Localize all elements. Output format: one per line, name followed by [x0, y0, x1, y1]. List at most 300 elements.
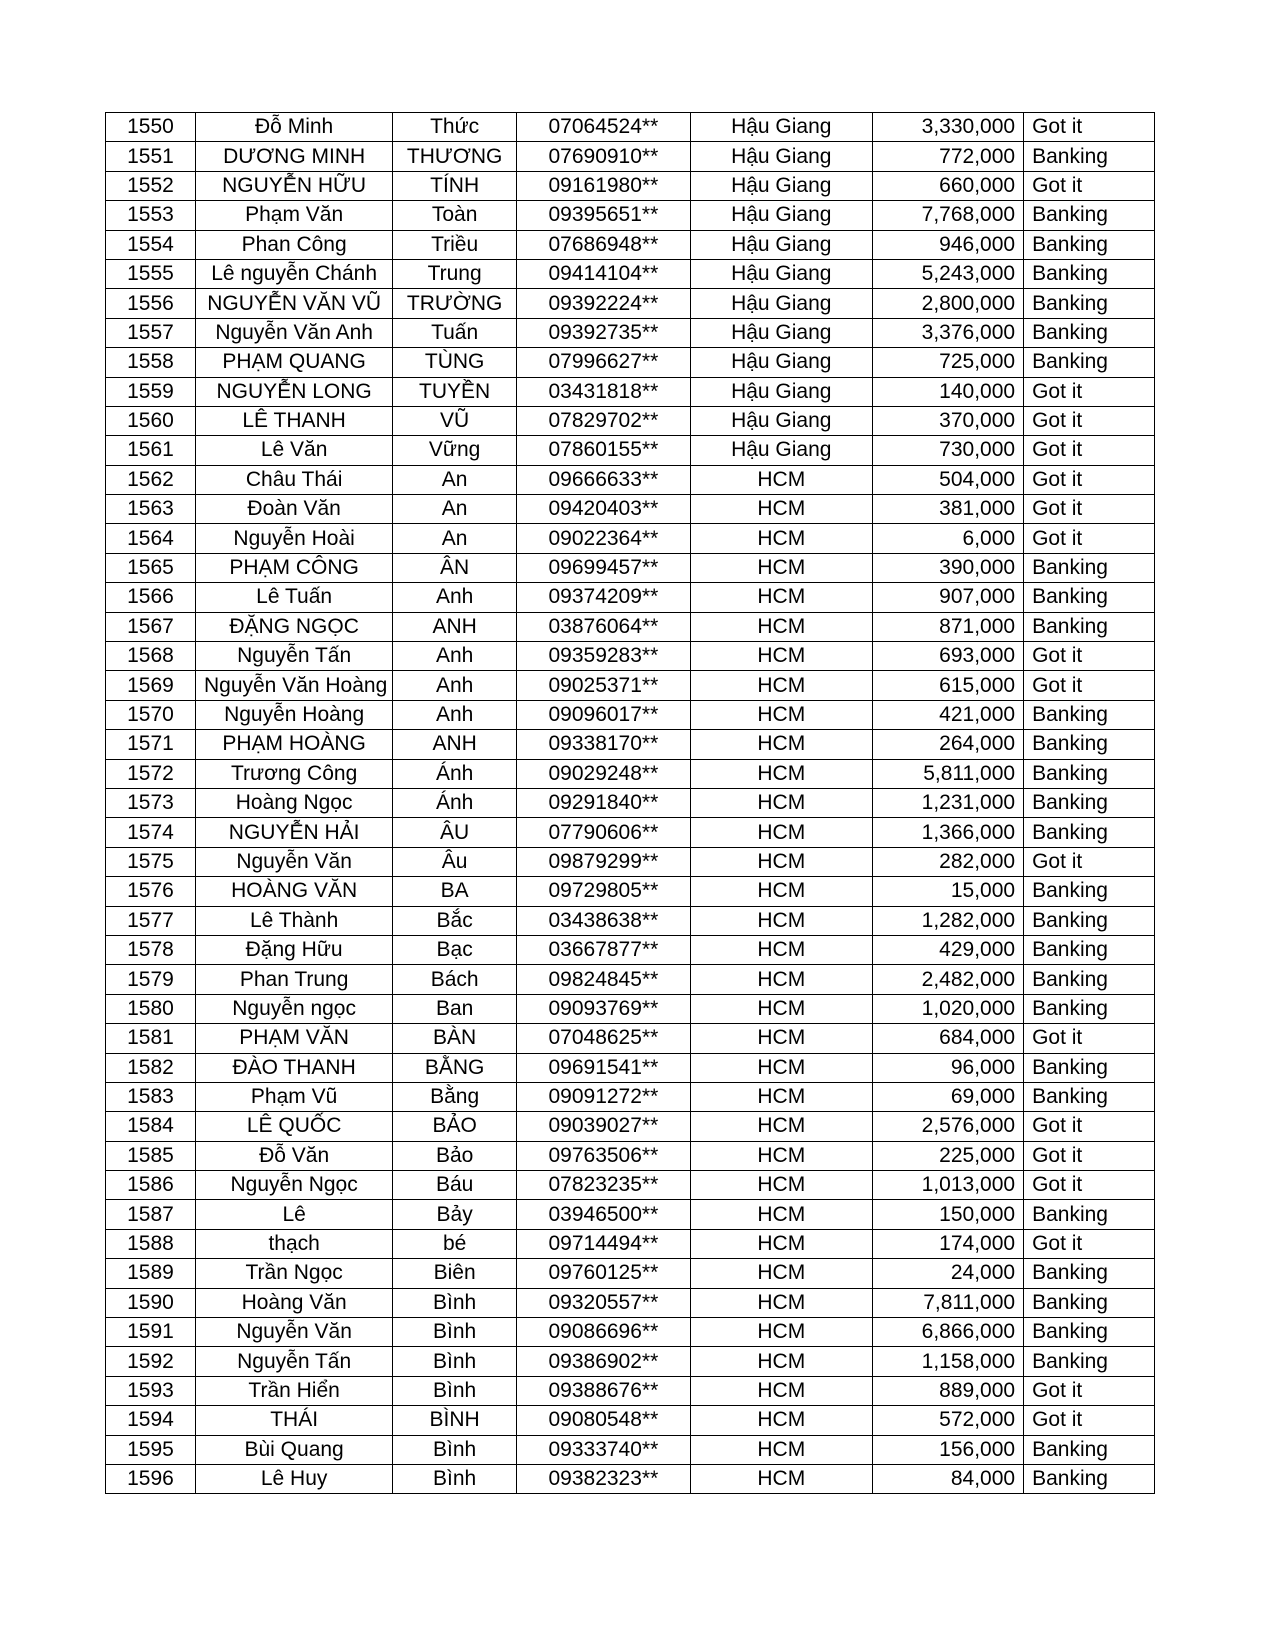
amount-cell: 907,000 [872, 583, 1023, 612]
winners-table [105, 112, 1155, 1494]
first-name-cell: Đoàn Văn [195, 495, 392, 524]
row-id-cell: 1568 [106, 642, 196, 671]
province-cell: Hậu Giang [690, 348, 872, 377]
amount-cell: 2,800,000 [872, 289, 1023, 318]
payment-method-cell: Got it [1024, 847, 1155, 876]
row-id-cell: 1556 [106, 289, 196, 318]
last-name-cell: Bình [393, 1347, 517, 1376]
row-id-cell: 1580 [106, 994, 196, 1023]
province-cell: HCM [690, 906, 872, 935]
first-name-cell: Nguyễn Tấn [195, 642, 392, 671]
payment-method-cell: Banking [1024, 1347, 1155, 1376]
amount-cell: 96,000 [872, 1053, 1023, 1082]
province-cell: HCM [690, 1347, 872, 1376]
first-name-cell: Nguyễn Tấn [195, 1347, 392, 1376]
amount-cell: 150,000 [872, 1200, 1023, 1229]
first-name-cell: Nguyễn Văn Anh [195, 318, 392, 347]
province-cell: Hậu Giang [690, 406, 872, 435]
payment-method-cell: Banking [1024, 142, 1155, 171]
table-row [106, 1171, 1155, 1200]
first-name-cell: Trương Công [195, 759, 392, 788]
payment-method-cell: Banking [1024, 759, 1155, 788]
table-row [106, 700, 1155, 729]
table-row [106, 171, 1155, 200]
payment-method-cell: Banking [1024, 700, 1155, 729]
province-cell: Hậu Giang [690, 436, 872, 465]
last-name-cell: ÂU [393, 818, 517, 847]
first-name-cell: Đỗ Văn [195, 1141, 392, 1170]
payment-method-cell: Banking [1024, 553, 1155, 582]
amount-cell: 6,866,000 [872, 1318, 1023, 1347]
amount-cell: 390,000 [872, 553, 1023, 582]
phone-number-cell: 09879299** [516, 847, 690, 876]
last-name-cell: BÌNH [393, 1406, 517, 1435]
province-cell: Hậu Giang [690, 289, 872, 318]
phone-number-cell: 03431818** [516, 377, 690, 406]
table-row [106, 1200, 1155, 1229]
phone-number-cell: 09161980** [516, 171, 690, 200]
province-cell: HCM [690, 877, 872, 906]
payment-method-cell: Got it [1024, 1171, 1155, 1200]
last-name-cell: Bình [393, 1318, 517, 1347]
amount-cell: 5,811,000 [872, 759, 1023, 788]
table-row [106, 965, 1155, 994]
payment-method-cell: Got it [1024, 495, 1155, 524]
amount-cell: 2,576,000 [872, 1112, 1023, 1141]
amount-cell: 615,000 [872, 671, 1023, 700]
payment-method-cell: Banking [1024, 788, 1155, 817]
first-name-cell: DƯƠNG MINH [195, 142, 392, 171]
last-name-cell: Biên [393, 1259, 517, 1288]
province-cell: HCM [690, 700, 872, 729]
row-id-cell: 1594 [106, 1406, 196, 1435]
last-name-cell: ÂN [393, 553, 517, 582]
province-cell: HCM [690, 818, 872, 847]
province-cell: Hậu Giang [690, 318, 872, 347]
province-cell: HCM [690, 1229, 872, 1258]
last-name-cell: TÍNH [393, 171, 517, 200]
phone-number-cell: 09359283** [516, 642, 690, 671]
last-name-cell: TUYỀN [393, 377, 517, 406]
first-name-cell: Hoàng Văn [195, 1288, 392, 1317]
first-name-cell: Nguyễn ngọc [195, 994, 392, 1023]
first-name-cell: Nguyễn Văn [195, 847, 392, 876]
phone-number-cell: 07690910** [516, 142, 690, 171]
table-body [106, 113, 1155, 1494]
phone-number-cell: 07860155** [516, 436, 690, 465]
last-name-cell: Báu [393, 1171, 517, 1200]
amount-cell: 1,013,000 [872, 1171, 1023, 1200]
table-row [106, 1053, 1155, 1082]
first-name-cell: Lê Tuấn [195, 583, 392, 612]
row-id-cell: 1555 [106, 259, 196, 288]
first-name-cell: thạch [195, 1229, 392, 1258]
first-name-cell: Châu Thái [195, 465, 392, 494]
payment-method-cell: Banking [1024, 730, 1155, 759]
table-row [106, 906, 1155, 935]
province-cell: HCM [690, 1259, 872, 1288]
table-row [106, 994, 1155, 1023]
first-name-cell: Lê nguyễn Chánh [195, 259, 392, 288]
payment-method-cell: Banking [1024, 935, 1155, 964]
phone-number-cell: 09091272** [516, 1082, 690, 1111]
table-row [106, 1024, 1155, 1053]
row-id-cell: 1550 [106, 113, 196, 142]
table-row [106, 1112, 1155, 1141]
payment-method-cell: Banking [1024, 1318, 1155, 1347]
last-name-cell: Bách [393, 965, 517, 994]
first-name-cell: Nguyễn Văn Hoàng [195, 671, 392, 700]
table-row [106, 289, 1155, 318]
row-id-cell: 1578 [106, 935, 196, 964]
phone-number-cell: 07048625** [516, 1024, 690, 1053]
province-cell: HCM [690, 1082, 872, 1111]
first-name-cell: LÊ THANH [195, 406, 392, 435]
amount-cell: 69,000 [872, 1082, 1023, 1111]
amount-cell: 5,243,000 [872, 259, 1023, 288]
payment-method-cell: Banking [1024, 1435, 1155, 1464]
payment-method-cell: Got it [1024, 1024, 1155, 1053]
province-cell: Hậu Giang [690, 377, 872, 406]
payment-method-cell: Banking [1024, 1259, 1155, 1288]
table-row [106, 1229, 1155, 1258]
row-id-cell: 1569 [106, 671, 196, 700]
phone-number-cell: 07996627** [516, 348, 690, 377]
province-cell: HCM [690, 1318, 872, 1347]
row-id-cell: 1583 [106, 1082, 196, 1111]
province-cell: HCM [690, 1112, 872, 1141]
first-name-cell: Lê [195, 1200, 392, 1229]
payment-method-cell: Banking [1024, 583, 1155, 612]
phone-number-cell: 09760125** [516, 1259, 690, 1288]
phone-number-cell: 09374209** [516, 583, 690, 612]
phone-number-cell: 09320557** [516, 1288, 690, 1317]
first-name-cell: Phạm Vũ [195, 1082, 392, 1111]
last-name-cell: Bạc [393, 935, 517, 964]
amount-cell: 24,000 [872, 1259, 1023, 1288]
phone-number-cell: 09386902** [516, 1347, 690, 1376]
province-cell: HCM [690, 847, 872, 876]
table-row [106, 1347, 1155, 1376]
last-name-cell: Tuấn [393, 318, 517, 347]
row-id-cell: 1596 [106, 1464, 196, 1493]
row-id-cell: 1586 [106, 1171, 196, 1200]
payment-method-cell: Banking [1024, 906, 1155, 935]
amount-cell: 946,000 [872, 230, 1023, 259]
last-name-cell: Trung [393, 259, 517, 288]
phone-number-cell: 09093769** [516, 994, 690, 1023]
phone-number-cell: 09691541** [516, 1053, 690, 1082]
province-cell: Hậu Giang [690, 113, 872, 142]
payment-method-cell: Got it [1024, 465, 1155, 494]
row-id-cell: 1572 [106, 759, 196, 788]
payment-method-cell: Got it [1024, 1141, 1155, 1170]
last-name-cell: BÀN [393, 1024, 517, 1053]
province-cell: Hậu Giang [690, 171, 872, 200]
last-name-cell: TÙNG [393, 348, 517, 377]
amount-cell: 6,000 [872, 524, 1023, 553]
last-name-cell: An [393, 495, 517, 524]
first-name-cell: Phan Trung [195, 965, 392, 994]
first-name-cell: Đỗ Minh [195, 113, 392, 142]
first-name-cell: Lê Thành [195, 906, 392, 935]
row-id-cell: 1577 [106, 906, 196, 935]
phone-number-cell: 07823235** [516, 1171, 690, 1200]
first-name-cell: PHẠM VĂN [195, 1024, 392, 1053]
row-id-cell: 1565 [106, 553, 196, 582]
amount-cell: 572,000 [872, 1406, 1023, 1435]
table-row [106, 1376, 1155, 1405]
province-cell: HCM [690, 524, 872, 553]
amount-cell: 84,000 [872, 1464, 1023, 1493]
table-row [106, 230, 1155, 259]
last-name-cell: Ánh [393, 788, 517, 817]
last-name-cell: An [393, 524, 517, 553]
row-id-cell: 1573 [106, 788, 196, 817]
row-id-cell: 1579 [106, 965, 196, 994]
last-name-cell: Anh [393, 700, 517, 729]
row-id-cell: 1590 [106, 1288, 196, 1317]
last-name-cell: Ánh [393, 759, 517, 788]
last-name-cell: BA [393, 877, 517, 906]
payment-method-cell: Banking [1024, 1082, 1155, 1111]
last-name-cell: Ban [393, 994, 517, 1023]
phone-number-cell: 07686948** [516, 230, 690, 259]
amount-cell: 174,000 [872, 1229, 1023, 1258]
payment-method-cell: Got it [1024, 1229, 1155, 1258]
province-cell: Hậu Giang [690, 230, 872, 259]
province-cell: Hậu Giang [690, 259, 872, 288]
last-name-cell: An [393, 465, 517, 494]
first-name-cell: PHẠM QUANG [195, 348, 392, 377]
province-cell: HCM [690, 788, 872, 817]
row-id-cell: 1560 [106, 406, 196, 435]
table-row [106, 671, 1155, 700]
payment-method-cell: Banking [1024, 994, 1155, 1023]
first-name-cell: Lê Văn [195, 436, 392, 465]
phone-number-cell: 07790606** [516, 818, 690, 847]
phone-number-cell: 09392224** [516, 289, 690, 318]
province-cell: HCM [690, 553, 872, 582]
table-row [106, 406, 1155, 435]
amount-cell: 730,000 [872, 436, 1023, 465]
province-cell: HCM [690, 642, 872, 671]
amount-cell: 264,000 [872, 730, 1023, 759]
last-name-cell: Bình [393, 1376, 517, 1405]
last-name-cell: Anh [393, 642, 517, 671]
table-row [106, 788, 1155, 817]
first-name-cell: ĐÀO THANH [195, 1053, 392, 1082]
first-name-cell: Trần Ngọc [195, 1259, 392, 1288]
payment-method-cell: Banking [1024, 877, 1155, 906]
province-cell: HCM [690, 1024, 872, 1053]
last-name-cell: bé [393, 1229, 517, 1258]
amount-cell: 381,000 [872, 495, 1023, 524]
amount-cell: 1,282,000 [872, 906, 1023, 935]
row-id-cell: 1557 [106, 318, 196, 347]
table-row [106, 377, 1155, 406]
last-name-cell: THƯƠNG [393, 142, 517, 171]
province-cell: HCM [690, 1141, 872, 1170]
table-row [106, 465, 1155, 494]
row-id-cell: 1581 [106, 1024, 196, 1053]
payment-method-cell: Got it [1024, 1376, 1155, 1405]
province-cell: HCM [690, 465, 872, 494]
row-id-cell: 1571 [106, 730, 196, 759]
province-cell: HCM [690, 1376, 872, 1405]
last-name-cell: Triều [393, 230, 517, 259]
row-id-cell: 1574 [106, 818, 196, 847]
last-name-cell: Anh [393, 583, 517, 612]
table-row [106, 1288, 1155, 1317]
phone-number-cell: 09291840** [516, 788, 690, 817]
phone-number-cell: 09392735** [516, 318, 690, 347]
table-row [106, 1406, 1155, 1435]
row-id-cell: 1585 [106, 1141, 196, 1170]
first-name-cell: Lê Huy [195, 1464, 392, 1493]
phone-number-cell: 09414104** [516, 259, 690, 288]
province-cell: HCM [690, 1435, 872, 1464]
amount-cell: 7,811,000 [872, 1288, 1023, 1317]
province-cell: HCM [690, 671, 872, 700]
phone-number-cell: 09729805** [516, 877, 690, 906]
first-name-cell: ĐẶNG NGỌC [195, 612, 392, 641]
province-cell: HCM [690, 1464, 872, 1493]
row-id-cell: 1584 [106, 1112, 196, 1141]
phone-number-cell: 09022364** [516, 524, 690, 553]
table-row [106, 1318, 1155, 1347]
province-cell: HCM [690, 994, 872, 1023]
payment-method-cell: Banking [1024, 1200, 1155, 1229]
first-name-cell: Bùi Quang [195, 1435, 392, 1464]
phone-number-cell: 07064524** [516, 113, 690, 142]
amount-cell: 3,330,000 [872, 113, 1023, 142]
payment-method-cell: Got it [1024, 1112, 1155, 1141]
amount-cell: 3,376,000 [872, 318, 1023, 347]
row-id-cell: 1582 [106, 1053, 196, 1082]
first-name-cell: Phan Công [195, 230, 392, 259]
payment-method-cell: Got it [1024, 1406, 1155, 1435]
last-name-cell: Bắc [393, 906, 517, 935]
last-name-cell: Bình [393, 1464, 517, 1493]
last-name-cell: Bình [393, 1288, 517, 1317]
amount-cell: 225,000 [872, 1141, 1023, 1170]
amount-cell: 140,000 [872, 377, 1023, 406]
table-row [106, 495, 1155, 524]
first-name-cell: PHẠM HOÀNG [195, 730, 392, 759]
row-id-cell: 1587 [106, 1200, 196, 1229]
amount-cell: 370,000 [872, 406, 1023, 435]
province-cell: HCM [690, 1171, 872, 1200]
row-id-cell: 1561 [106, 436, 196, 465]
phone-number-cell: 09714494** [516, 1229, 690, 1258]
phone-number-cell: 03946500** [516, 1200, 690, 1229]
payment-method-cell: Banking [1024, 289, 1155, 318]
row-id-cell: 1558 [106, 348, 196, 377]
table-row [106, 201, 1155, 230]
last-name-cell: ANH [393, 730, 517, 759]
province-cell: HCM [690, 965, 872, 994]
phone-number-cell: 09420403** [516, 495, 690, 524]
phone-number-cell: 09382323** [516, 1464, 690, 1493]
row-id-cell: 1575 [106, 847, 196, 876]
row-id-cell: 1566 [106, 583, 196, 612]
last-name-cell: BẢO [393, 1112, 517, 1141]
province-cell: HCM [690, 935, 872, 964]
row-id-cell: 1589 [106, 1259, 196, 1288]
first-name-cell: HOÀNG VĂN [195, 877, 392, 906]
province-cell: HCM [690, 730, 872, 759]
payment-method-cell: Banking [1024, 201, 1155, 230]
row-id-cell: 1595 [106, 1435, 196, 1464]
province-cell: HCM [690, 495, 872, 524]
phone-number-cell: 09338170** [516, 730, 690, 759]
table-row [106, 818, 1155, 847]
last-name-cell: Vững [393, 436, 517, 465]
first-name-cell: NGUYỄN VĂN VŨ [195, 289, 392, 318]
payment-method-cell: Banking [1024, 259, 1155, 288]
payment-method-cell: Banking [1024, 318, 1155, 347]
table-row [106, 553, 1155, 582]
table-row [106, 847, 1155, 876]
amount-cell: 421,000 [872, 700, 1023, 729]
last-name-cell: Anh [393, 671, 517, 700]
amount-cell: 693,000 [872, 642, 1023, 671]
province-cell: HCM [690, 1288, 872, 1317]
table-row [106, 935, 1155, 964]
first-name-cell: Phạm Văn [195, 201, 392, 230]
row-id-cell: 1553 [106, 201, 196, 230]
amount-cell: 772,000 [872, 142, 1023, 171]
province-cell: Hậu Giang [690, 142, 872, 171]
last-name-cell: Bình [393, 1435, 517, 1464]
table-row [106, 759, 1155, 788]
last-name-cell: VŨ [393, 406, 517, 435]
phone-number-cell: 03667877** [516, 935, 690, 964]
table-row [106, 642, 1155, 671]
amount-cell: 7,768,000 [872, 201, 1023, 230]
row-id-cell: 1576 [106, 877, 196, 906]
row-id-cell: 1591 [106, 1318, 196, 1347]
first-name-cell: Hoàng Ngọc [195, 788, 392, 817]
last-name-cell: Âu [393, 847, 517, 876]
amount-cell: 1,020,000 [872, 994, 1023, 1023]
first-name-cell: Nguyễn Hoài [195, 524, 392, 553]
first-name-cell: PHẠM CÔNG [195, 553, 392, 582]
first-name-cell: Trần Hiển [195, 1376, 392, 1405]
first-name-cell: NGUYỄN LONG [195, 377, 392, 406]
payment-method-cell: Got it [1024, 171, 1155, 200]
amount-cell: 2,482,000 [872, 965, 1023, 994]
phone-number-cell: 09388676** [516, 1376, 690, 1405]
table-row [106, 524, 1155, 553]
payment-method-cell: Got it [1024, 524, 1155, 553]
phone-number-cell: 09025371** [516, 671, 690, 700]
payment-method-cell: Banking [1024, 965, 1155, 994]
row-id-cell: 1551 [106, 142, 196, 171]
province-cell: HCM [690, 583, 872, 612]
province-cell: Hậu Giang [690, 201, 872, 230]
amount-cell: 504,000 [872, 465, 1023, 494]
phone-number-cell: 09096017** [516, 700, 690, 729]
payment-method-cell: Got it [1024, 377, 1155, 406]
province-cell: HCM [690, 612, 872, 641]
table-row [106, 583, 1155, 612]
phone-number-cell: 09086696** [516, 1318, 690, 1347]
table-row [106, 259, 1155, 288]
payment-method-cell: Banking [1024, 1288, 1155, 1317]
table-row [106, 612, 1155, 641]
